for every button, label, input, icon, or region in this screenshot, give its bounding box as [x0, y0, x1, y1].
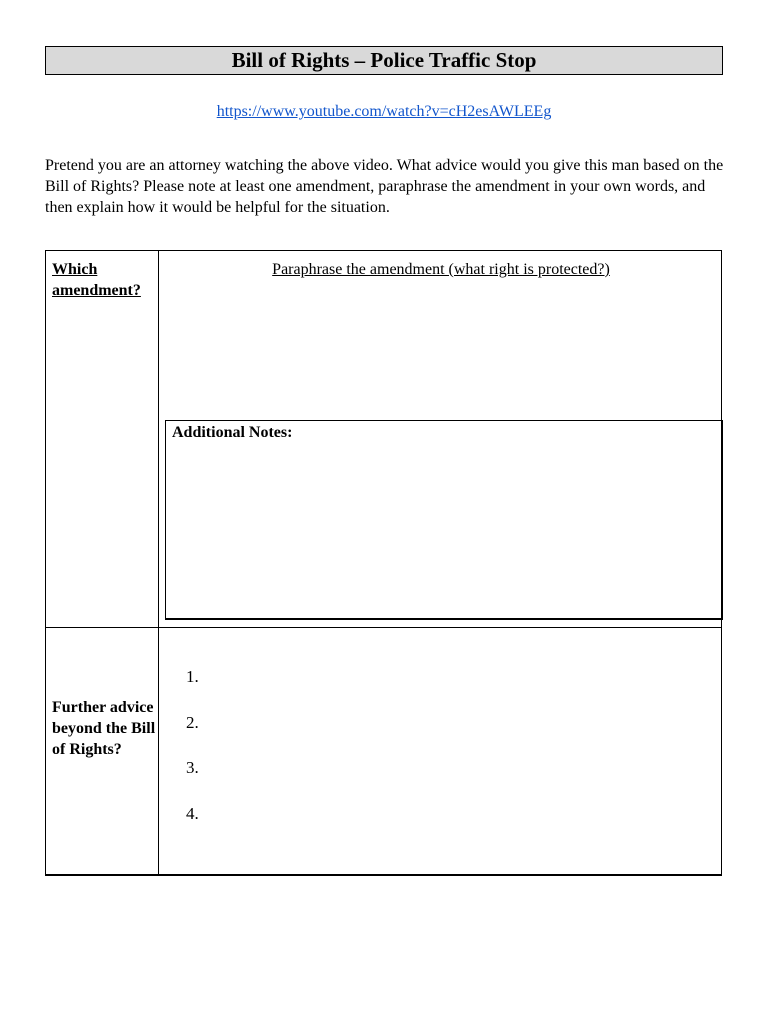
which-amendment-label: Which amendment? — [52, 261, 141, 299]
list-item-number: 2. — [186, 712, 199, 732]
video-link[interactable]: https://www.youtube.com/watch?v=cH2esAWLEEg — [216, 103, 552, 120]
paraphrase-label: Paraphrase the amendment (what right is protected?) — [272, 261, 610, 278]
advice-list — [186, 667, 686, 850]
additional-notes-label: Additional Notes: — [172, 424, 293, 441]
row-divider — [46, 627, 721, 628]
page-title: Bill of Rights – Police Traffic Stop — [45, 46, 723, 75]
list-item-number: 3. — [186, 758, 199, 778]
list-item[interactable] — [186, 667, 686, 713]
list-item[interactable] — [186, 713, 686, 759]
worksheet-table — [45, 250, 722, 876]
list-item[interactable] — [186, 804, 686, 850]
list-item[interactable] — [186, 758, 686, 804]
list-item-number: 4. — [186, 804, 199, 824]
instructions-paragraph: Pretend you are an attorney watching the above video. What advice would you give this man based on the Bill of Rights? Please note at least one amendment, paraphrase the amendment in your own words, and then explain how it would be helpful for the situation. — [45, 157, 724, 216]
further-advice-label: Further advice beyond the Bill of Rights? — [52, 699, 156, 758]
video-link-row — [0, 102, 768, 122]
column-divider — [158, 251, 159, 874]
list-item-number: 1. — [186, 667, 199, 686]
additional-notes-box[interactable] — [165, 420, 723, 620]
